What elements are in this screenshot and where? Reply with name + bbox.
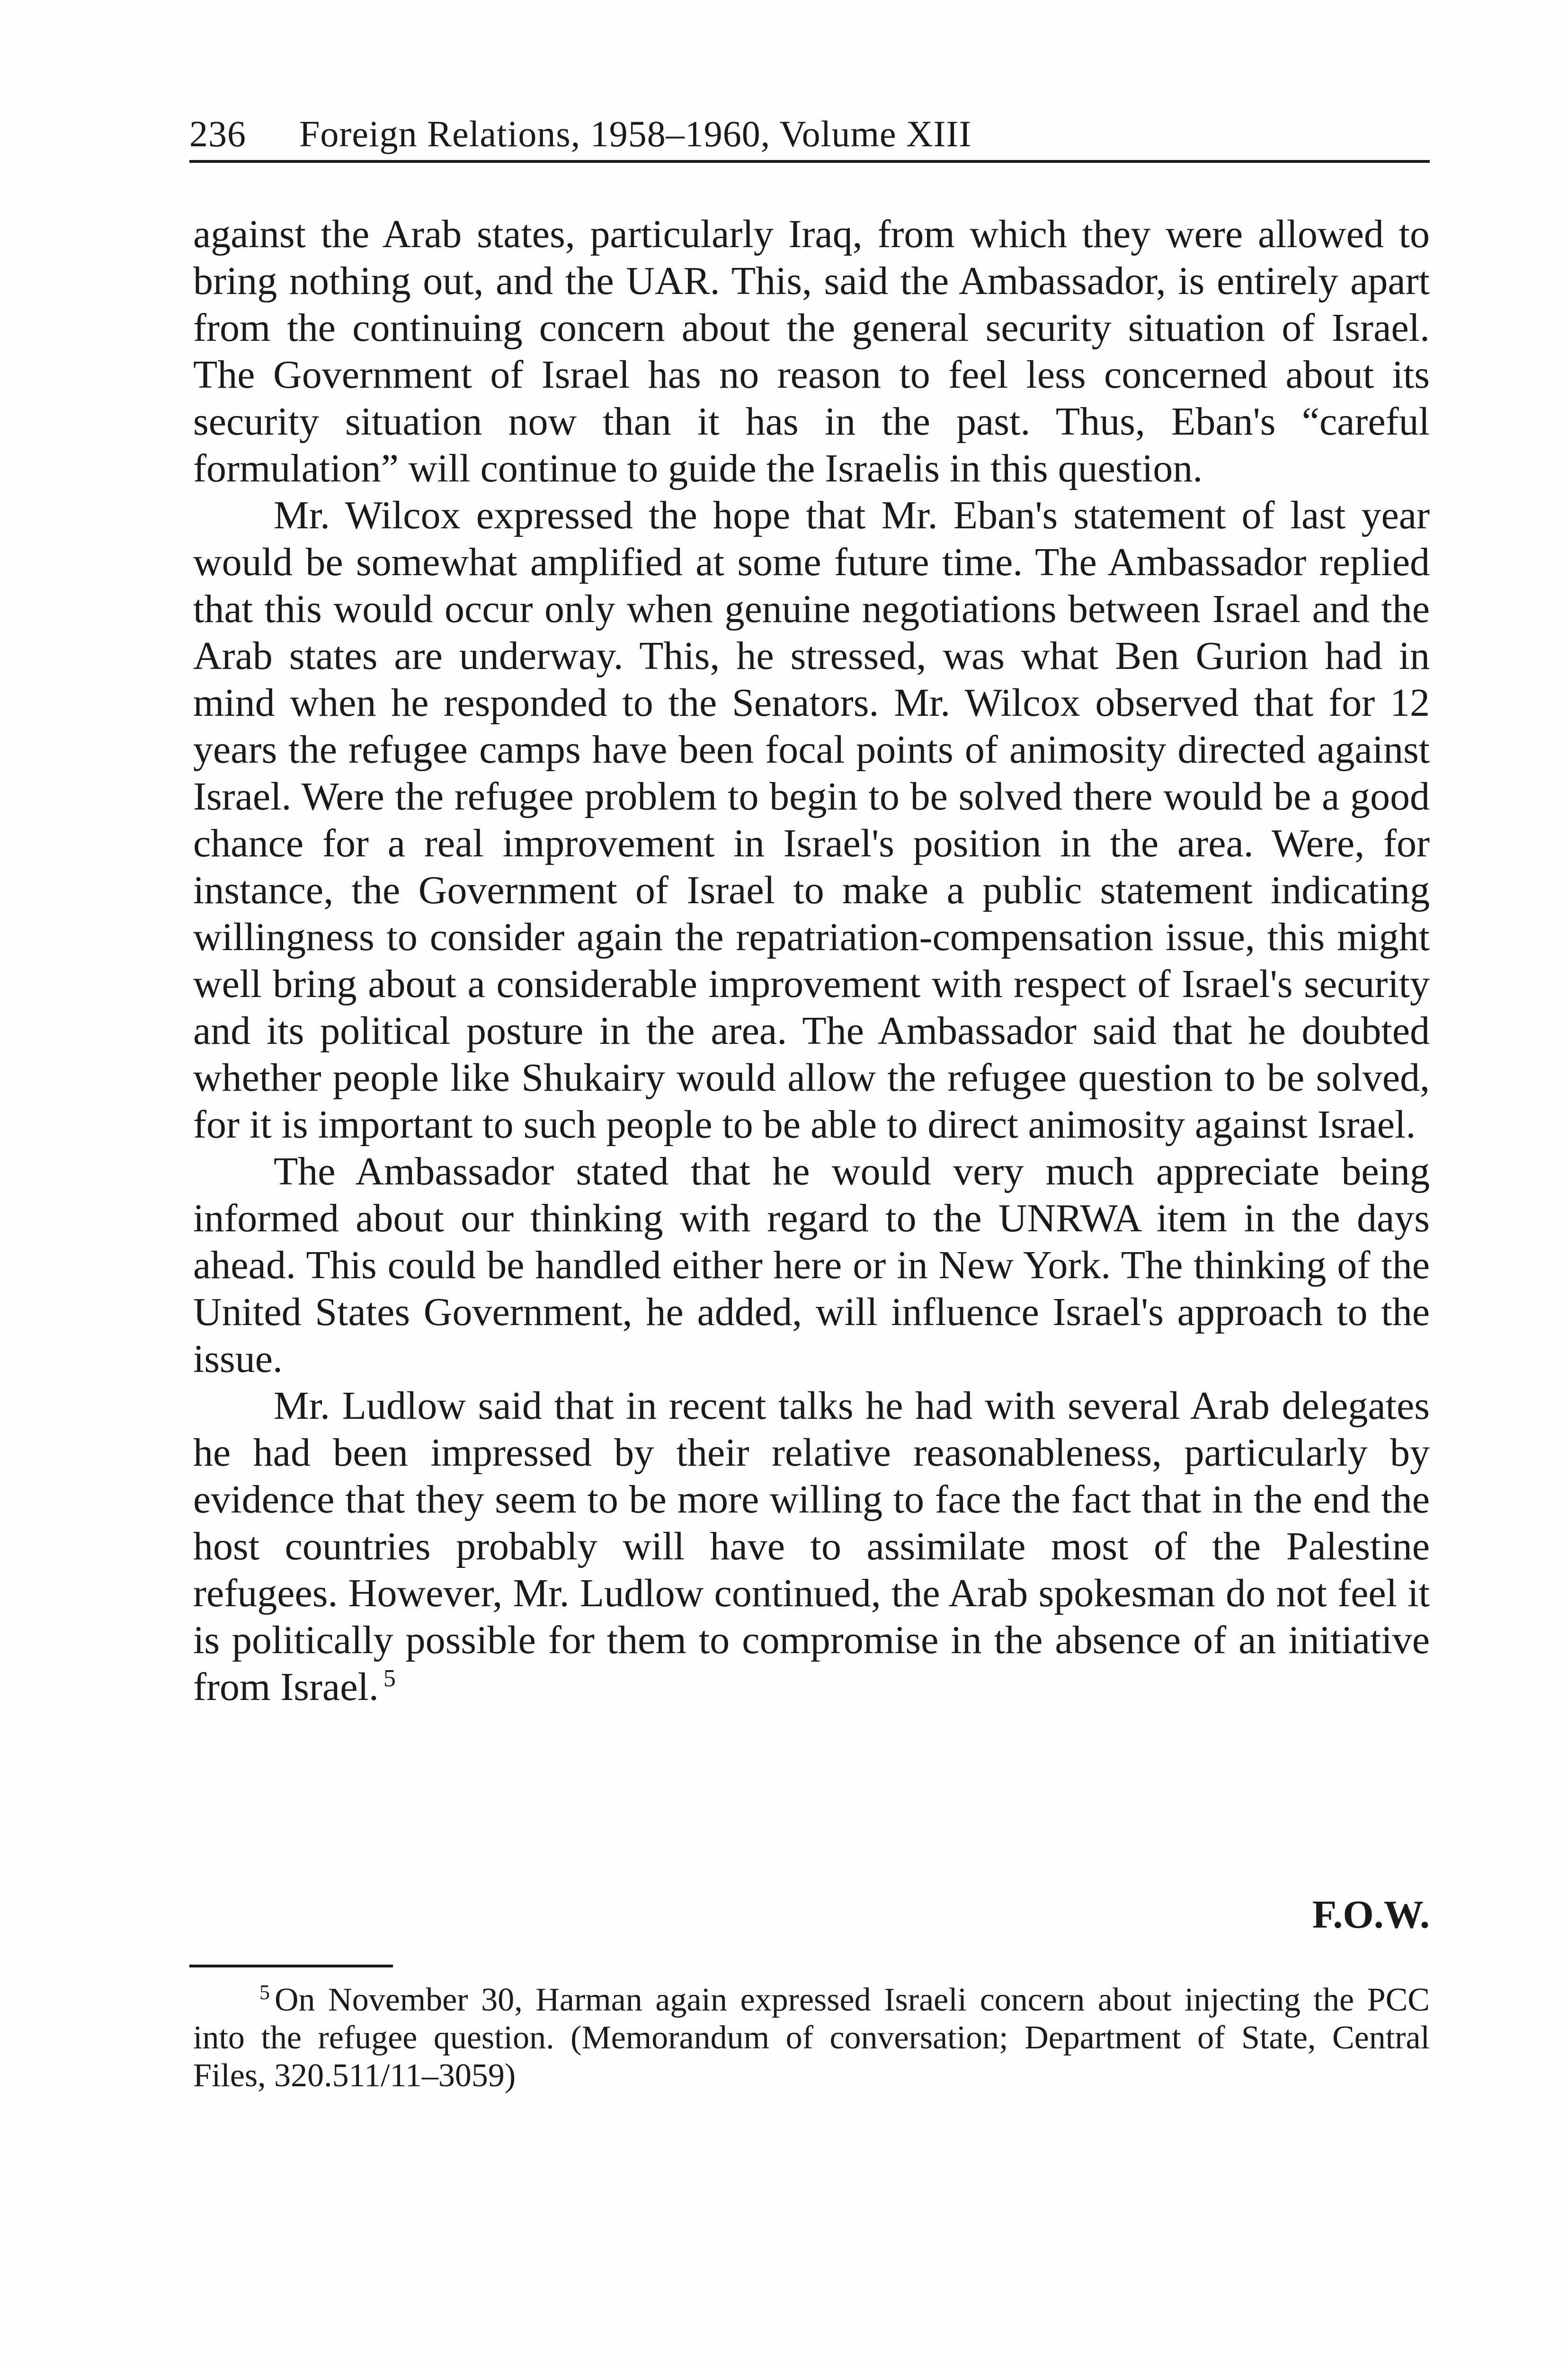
footnote-reference: 5 (383, 1665, 396, 1692)
paragraph-2: Mr. Wilcox expressed the hope that Mr. Eban's statement of last year would be somewhat amplified at some future time. The Ambassador replied that this would occur only when genuine negotiations between Israel and the Arab states are underway. This, he stressed, was what Ben Gurion had in mind when he responded to the Senators. Mr. Wilcox observed that for 12 years the refugee camps have been focal points of animosity directed against Israel. Were the refugee problem to begin to be solved there would be a good chance for a real improvement in Israel's position in the area. Were, for instance, the Government of Israel to make a public statement indicating willingness to consider again the repatriation-compensation issue, this might well bring about a considerable improvement with respect of Israel's security and its political posture in the area. The Ambassador said that he doubted whether people like Shukairy would allow the refugee question to be solved, for it is important to such people to be able to direct animosity against Israel. (193, 493, 1430, 1147)
paragraph-4-text: Mr. Ludlow said that in recent talks he had with several Arab delegates he had been impressed by their relative reasonableness, particularly by evidence that they seem to be more willing to face the fact that in the end the host countries probably will have to assimilate most of the Palestine refugees. However, Mr. Ludlow continued, the Arab spokesman do not feel it is politically possible for them to compromise in the absence of an initiative from Israel. (193, 1384, 1430, 1709)
running-header (189, 113, 1430, 163)
page-number: 236 (189, 113, 246, 154)
footnote-marker: 5 (259, 1980, 270, 2004)
author-initials: F.O.W. (1312, 1893, 1430, 1937)
paragraph-4 (193, 1382, 1430, 1710)
footnote (193, 1981, 1430, 2095)
footnote-divider (189, 1965, 393, 1967)
paragraph-3: The Ambassador stated that he would very much appreciate being informed about our thinking with regard to the UNRWA item in the days ahead. This could be handled either here or in New York. The thinking of the United States Government, he added, will influence Israel's approach to the issue. (193, 1149, 1430, 1381)
paragraph-1: against the Arab states, particularly Iraq, from which they were allowed to bring nothing out, and the UAR. This, said the Ambassador, is entirely apart from the continuing concern about the general security situation of Israel. The Government of Israel has no reason to feel less concerned about its security situation now than it has in the past. Thus, Eban's “careful formulation” will continue to guide the Israelis in this question. (193, 212, 1430, 490)
footnote-text: On November 30, Harman again expressed Israeli concern about injecting the PCC into the refugee question. (Memorandum of conversation; Department of State, Central Files, 320.511/11–3059) (193, 1982, 1430, 2094)
header-title: Foreign Relations, 1958–1960, Volume XIII (299, 113, 972, 154)
body-text (193, 211, 1430, 1710)
